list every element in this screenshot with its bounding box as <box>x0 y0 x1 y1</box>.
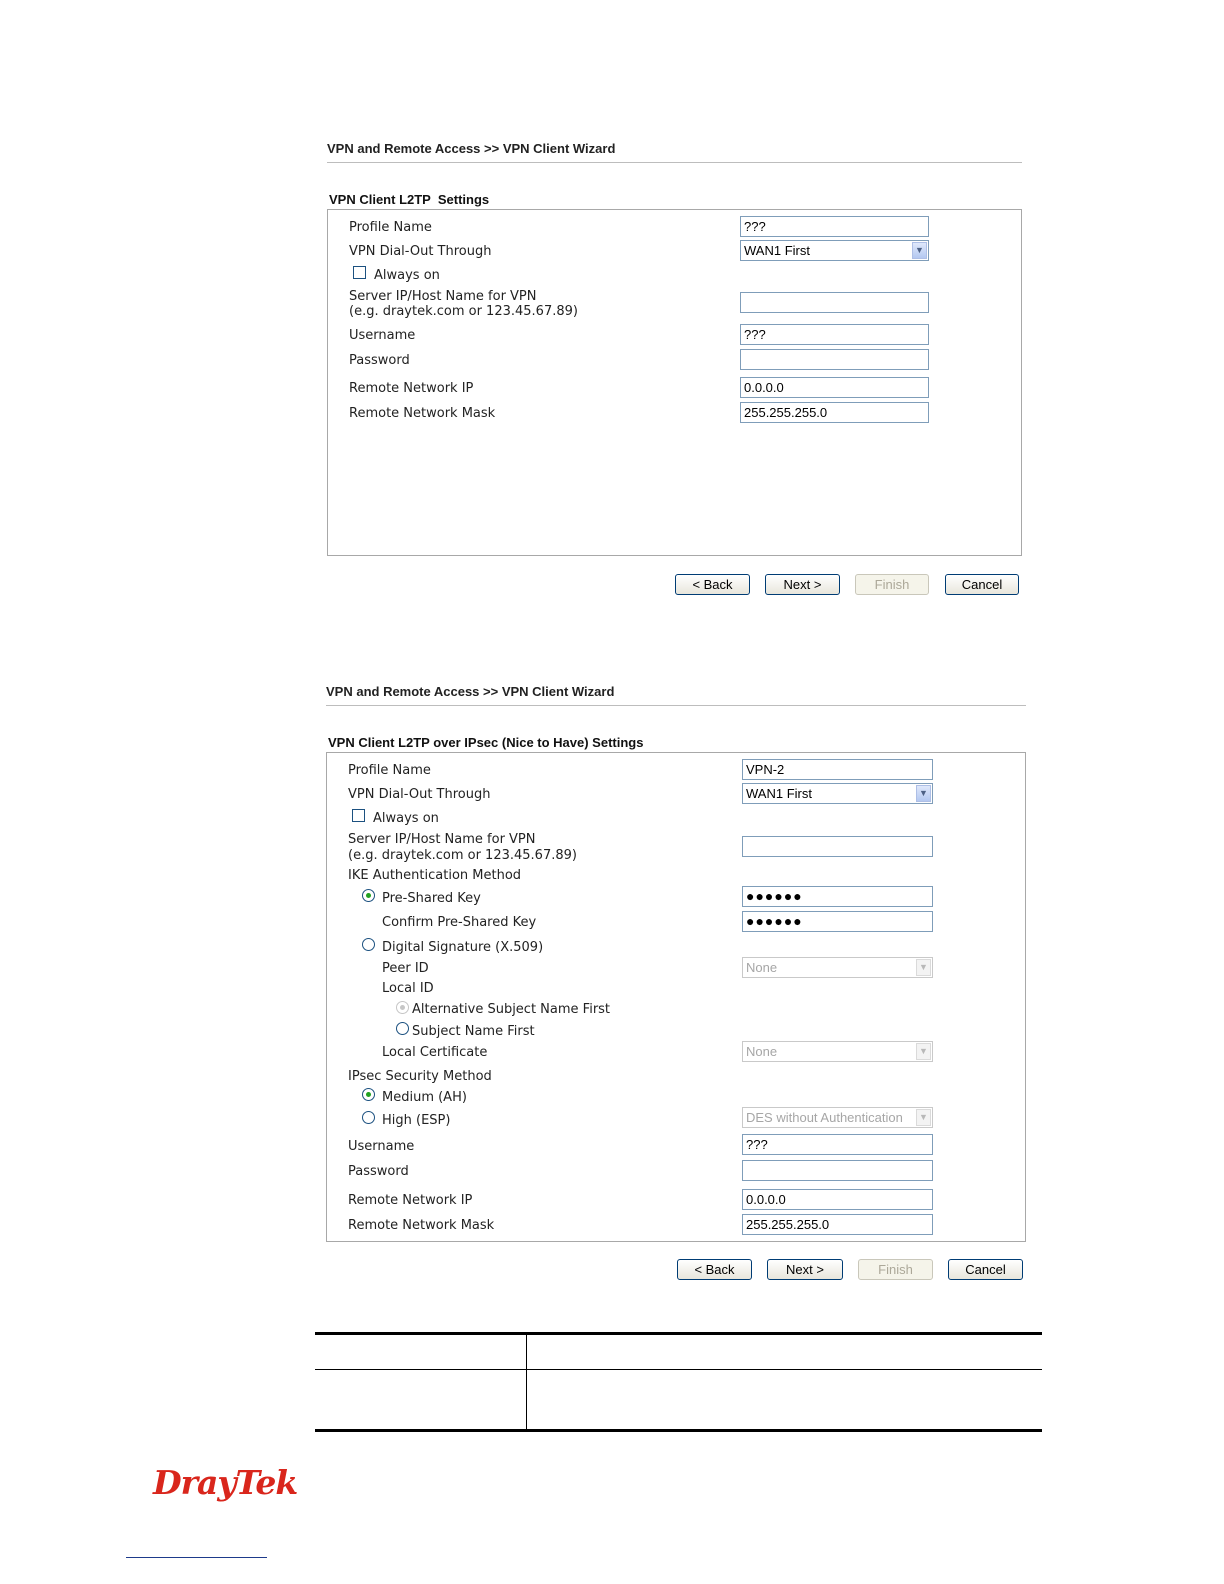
always-on-label: Always on <box>374 268 440 283</box>
profile-name-field[interactable]: VPN-2 <box>742 759 933 780</box>
remote-mask-field[interactable]: 255.255.255.0 <box>742 1214 933 1235</box>
always-on-checkbox[interactable] <box>353 266 366 279</box>
high-esp-select[interactable] <box>742 1107 933 1128</box>
pre-shared-key-radio[interactable] <box>362 889 375 902</box>
chevron-down-icon[interactable]: ▼ <box>916 1043 931 1060</box>
username-label: Username <box>349 328 416 343</box>
server-label: Server IP/Host Name for VPN <box>348 832 536 847</box>
server-field[interactable] <box>742 836 933 857</box>
pre-shared-key-field[interactable]: ●●●●●● <box>742 886 933 907</box>
remote-ip-label: Remote Network IP <box>349 381 474 396</box>
next-button[interactable]: Next > <box>767 1259 843 1280</box>
password-field[interactable] <box>740 349 929 370</box>
local-id-label: Local ID <box>382 981 434 996</box>
next-button[interactable]: Next > <box>765 574 840 595</box>
profile-name-label: Profile Name <box>348 763 431 778</box>
alt-subject-label: Alternative Subject Name First <box>412 1002 611 1017</box>
section-title: VPN Client L2TP over IPsec (Nice to Have) Settings <box>328 735 644 750</box>
remote-ip-field[interactable]: 0.0.0.0 <box>742 1189 933 1210</box>
ipsec-method-label: IPsec Security Method <box>348 1069 492 1084</box>
confirm-psk-field[interactable]: ●●●●●● <box>742 911 933 932</box>
server-example-label: (e.g. draytek.com or 123.45.67.89) <box>348 848 577 863</box>
peer-id-label: Peer ID <box>382 961 429 976</box>
medium-ah-radio[interactable] <box>362 1088 375 1101</box>
peer-id-value: None <box>746 960 778 975</box>
profile-name-field[interactable]: ??? <box>740 216 929 237</box>
remote-mask-label: Remote Network Mask <box>349 406 496 421</box>
table-bottom-border <box>315 1429 1042 1432</box>
remote-mask-label: Remote Network Mask <box>348 1218 495 1233</box>
password-label: Password <box>348 1164 409 1179</box>
divider <box>327 162 1022 163</box>
dial-out-select[interactable] <box>742 783 933 804</box>
confirm-psk-label: Confirm Pre-Shared Key <box>382 915 537 930</box>
finish-button[interactable]: Finish <box>855 574 929 595</box>
table-row-divider <box>315 1369 1042 1370</box>
dial-out-label: VPN Dial-Out Through <box>348 787 491 802</box>
remote-mask-field[interactable]: 255.255.255.0 <box>740 402 929 423</box>
draytek-logo: DrayTek <box>153 1463 298 1502</box>
remote-ip-field[interactable]: 0.0.0.0 <box>740 377 929 398</box>
finish-button[interactable]: Finish <box>858 1259 933 1280</box>
table-top-border <box>315 1332 1042 1335</box>
dial-out-value: WAN1 First <box>744 243 810 258</box>
username-field[interactable]: ??? <box>742 1134 933 1155</box>
ike-method-label: IKE Authentication Method <box>348 868 522 883</box>
medium-ah-label: Medium (AH) <box>382 1090 467 1105</box>
local-cert-value: None <box>746 1044 778 1059</box>
profile-name-label: Profile Name <box>349 220 432 235</box>
password-field[interactable] <box>742 1160 933 1181</box>
table-column-divider <box>526 1334 527 1430</box>
always-on-checkbox[interactable] <box>352 809 365 822</box>
dial-out-select[interactable] <box>740 240 929 261</box>
section-title: VPN Client L2TP Settings <box>329 192 490 207</box>
server-label: Server IP/Host Name for VPN <box>349 289 537 304</box>
cancel-button[interactable]: Cancel <box>945 574 1019 595</box>
breadcrumb: VPN and Remote Access >> VPN Client Wizard <box>326 684 615 699</box>
cancel-button[interactable]: Cancel <box>948 1259 1023 1280</box>
password-label: Password <box>349 353 410 368</box>
dial-out-label: VPN Dial-Out Through <box>349 244 492 259</box>
server-field[interactable] <box>740 292 929 313</box>
high-esp-value: DES without Authentication <box>746 1110 903 1125</box>
subject-name-radio[interactable] <box>396 1022 409 1035</box>
username-field[interactable]: ??? <box>740 324 929 345</box>
back-button[interactable]: < Back <box>677 1259 752 1280</box>
local-cert-select[interactable] <box>742 1041 933 1062</box>
digital-signature-radio[interactable] <box>362 938 375 951</box>
chevron-down-icon[interactable]: ▼ <box>916 785 931 802</box>
divider <box>326 705 1026 706</box>
footer-rule <box>126 1557 267 1558</box>
back-button[interactable]: < Back <box>675 574 750 595</box>
local-cert-label: Local Certificate <box>382 1045 488 1060</box>
high-esp-label: High (ESP) <box>382 1113 451 1128</box>
high-esp-radio[interactable] <box>362 1111 375 1124</box>
remote-ip-label: Remote Network IP <box>348 1193 473 1208</box>
dial-out-value: WAN1 First <box>746 786 812 801</box>
chevron-down-icon[interactable]: ▼ <box>916 959 931 976</box>
digital-signature-label: Digital Signature (X.509) <box>382 940 544 955</box>
subject-name-label: Subject Name First <box>412 1024 535 1039</box>
breadcrumb: VPN and Remote Access >> VPN Client Wizard <box>327 141 616 156</box>
pre-shared-key-label: Pre-Shared Key <box>382 891 481 906</box>
server-example-label: (e.g. draytek.com or 123.45.67.89) <box>349 304 578 319</box>
peer-id-select[interactable] <box>742 957 933 978</box>
username-label: Username <box>348 1139 415 1154</box>
chevron-down-icon[interactable]: ▼ <box>916 1109 931 1126</box>
always-on-label: Always on <box>373 811 439 826</box>
alt-subject-radio[interactable] <box>396 1001 409 1014</box>
chevron-down-icon[interactable]: ▼ <box>912 242 927 259</box>
